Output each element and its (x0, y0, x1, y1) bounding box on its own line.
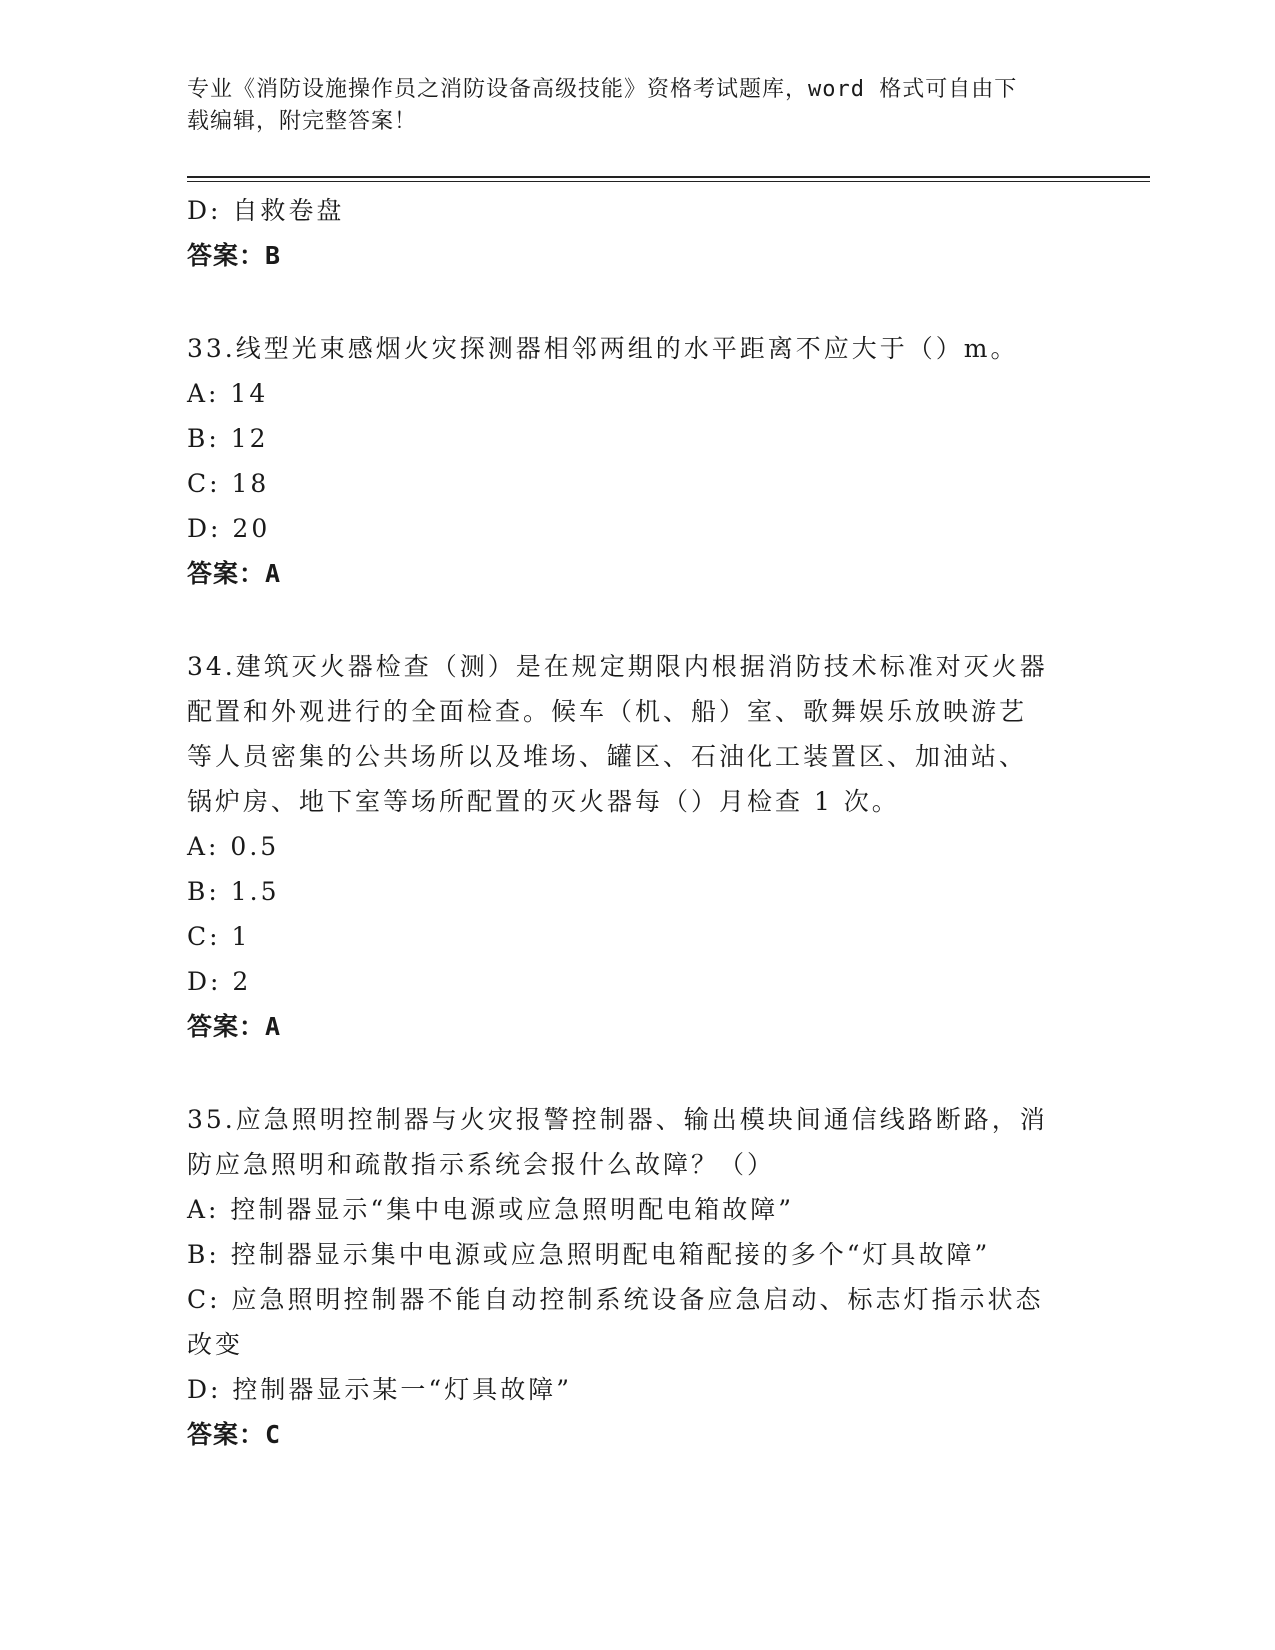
question-35 (187, 1097, 1077, 1457)
previous-question-tail (187, 188, 1077, 278)
question-text: 35.应急照明控制器与火灾报警控制器、输出模块间通信线路断路，消 (187, 1105, 1048, 1134)
option-c: C: 应急照明控制器不能自动控制系统设备应急启动、标志灯指示状态 (187, 1285, 1044, 1314)
option-d: D: 2 (187, 967, 252, 996)
option-c-continued: 改变 (187, 1330, 244, 1359)
option-a: A: 控制器显示“集中电源或应急照明配电箱故障” (187, 1195, 794, 1224)
option-b: B: 控制器显示集中电源或应急照明配电箱配接的多个“灯具故障” (187, 1240, 991, 1269)
option-a: A: 0.5 (187, 832, 280, 861)
option-b: B: 1.5 (187, 877, 280, 906)
option-a: A: 14 (187, 379, 269, 408)
answer-label: 答案：C (187, 1420, 282, 1449)
header-divider-thick (187, 176, 1150, 178)
document-header (187, 74, 1067, 138)
answer-label: 答案：A (187, 1012, 282, 1041)
question-33 (187, 326, 1077, 596)
question-34 (187, 644, 1077, 1049)
question-text: 锅炉房、地下室等场所配置的灭火器每（）月检查 1 次。 (187, 787, 900, 816)
option-d: D: 控制器显示某一“灯具故障” (187, 1375, 572, 1404)
question-content (187, 188, 1077, 1457)
option-b: B: 12 (187, 424, 269, 453)
header-line-1: 专业《消防设施操作员之消防设备高级技能》资格考试题库，word 格式可自由下 (187, 77, 1018, 102)
header-divider-thin (187, 181, 1150, 182)
answer-label: 答案：B (187, 241, 282, 270)
question-text: 34.建筑灭火器检查（测）是在规定期限内根据消防技术标准对灭火器 (187, 652, 1048, 681)
option-d: D: 自救卷盘 (187, 196, 345, 225)
option-c: C: 18 (187, 469, 270, 498)
question-text: 33.线型光束感烟火灾探测器相邻两组的水平距离不应大于（）m。 (187, 334, 1019, 363)
option-c: C: 1 (187, 922, 251, 951)
header-line-2: 载编辑，附完整答案！ (187, 109, 418, 134)
question-text: 等人员密集的公共场所以及堆场、罐区、石油化工装置区、加油站、 (187, 742, 1028, 771)
option-d: D: 20 (187, 514, 271, 543)
question-text: 配置和外观进行的全面检查。候车（机、船）室、歌舞娱乐放映游艺 (187, 697, 1028, 726)
question-text: 防应急照明和疏散指示系统会报什么故障？（） (187, 1150, 776, 1179)
answer-label: 答案：A (187, 559, 282, 588)
